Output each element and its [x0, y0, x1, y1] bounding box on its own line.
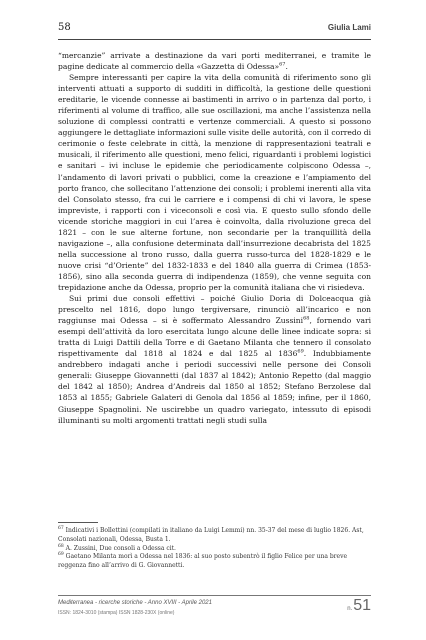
footnote-text: Indicativi i Bollettini (compilati in italiano da Luigi Lemmi) nn. 35-37 del mese di luglio 1826. Ast, Consolati nazionali, Odessa, Busta 1. [58, 527, 364, 543]
footnote-text: Gaetano Milanta morì a Odessa nel 1836: al suo posto subentrò il figlio Felice per una breve reggenza fino all’arrivo di G. Giovannetti. [58, 553, 348, 570]
footnote-number: 67 [58, 526, 64, 531]
running-head [58, 22, 371, 40]
paragraph-2-text: Sempre interessanti per capire la vita della comunità di riferimento sono gli interventi attuati a supporto di sudditi in difficoltà, la gestione delle questioni ereditarie, le vicende connesse ai bastimenti in arrivo o in partenza dal porto, i riferimenti al volume di traffico, alle sue oscillazioni, ma anche l’assistenza nella soluzione di complessi contratti e vertenze commerciali. A questo si possono aggiungere le dettagliate informazioni sulle visite delle autorità, con il corredo di cerimonie o feste celebrate in città, la menzione di rappresentazioni teatrali e musicali, il riferimento alle questioni, meno felici, riguardanti i problemi logistici e sanitari – ivi incluse le epidemie che periodicamente colpiscono Odessa –, l’andamento di lavori privati o pubblici, come la creazione e l’ampiamento del porto franco, che sollecitano l’attenzione dei consoli; i problemi inerenti alla vita del Consolato stesso, fra cui le carriere e i compensi di chi vi lavora, le spese impreviste, i rapporti con i viceconsoli e così via. E questo sullo sfondo delle vicende storiche maggiori in cui l’area è coinvolta, dalla rivoluzione greca del 1821 – con le sue alterne fortune, non secondarie per la tranquillità della navigazione –, alla confusione determinata dall’insurrezione decabrista del 1825 nella successione al trono russo, dalla guerra russo-turca del 1828-1829 e le nuove crisi “d’Oriente” del 1832-1833 e del 1840 alla guerra di Crimea (1853-1856), sino alla seconda guerra di indipendenza (1859), che venne seguita con trepidazione anche da Odessa, proprio per la comunità italiana che vi risiedeva. [58, 73, 371, 292]
running-author: Giulia Lami [327, 23, 371, 32]
footnote-text: A. Zussini, Due consoli a Odessa cit. [65, 544, 176, 552]
footnote-ref-69[interactable]: 69 [297, 348, 304, 355]
footnote-69 [58, 553, 371, 571]
journal-title: Mediterranea - ricerche storiche - Anno XVIII - Aprile 2021 [58, 600, 212, 606]
footnote-ref-67[interactable]: 67 [279, 61, 286, 68]
paragraph-3-text: Sui primi due consoli effettivi – poiché Giulio Doria di Dolceacqua già prescelto nel 1816, dopo lungo tergiversare, rinunciò all’incarico e non raggiunse mai Odessa – si è soffermato Alessandro Zussini [58, 294, 371, 326]
main-text [58, 50, 371, 426]
paragraph-3-middle: , fornendo vari esempi dell’attività da loro esercitata lungo alcune delle linee indicate sopra: si tratta di Luigi Dattili della Torre e di Gaetano Milanta che tennero il consolato rispettivamente dal 1818 al 1824 e dal 1825 al 1836 [58, 316, 371, 359]
paragraph-3-tail: . Indubbiamente andrebbero indagati anche i periodi successivi nelle persone dei Consoli generali: Giuseppe Giovannetti (dal 1837 al 1842); Antonio Repetto (dal maggio del 1842 al 1850); Andrea d’Andreis dal 1850 al 1852; Stefano Berzolese dal 1853 al 1855; Gabriele Galateri di Genola dal 1856 al 1859; infine, per il 1860, Giuseppe Spagnolini. Ne uscirebbe un quadro variegato, intessuto di episodi illuminanti su molti argomenti trattati negli studi sulla [58, 349, 371, 425]
paragraph-2 [58, 72, 371, 293]
footnote-ref-68[interactable]: 68 [303, 315, 310, 322]
paragraph-1-tail: . [285, 62, 288, 72]
footer-divider [58, 595, 371, 596]
issue-prefix: n. [347, 606, 353, 612]
issn: ISSN: 1824-3010 (stampa) ISSN 1828-230X (online) [58, 610, 175, 616]
footnote-divider [58, 522, 98, 523]
paragraph-1 [58, 50, 371, 72]
footnote-number: 69 [58, 552, 64, 558]
paragraph-3 [58, 293, 371, 426]
footnote-number: 68 [58, 543, 64, 549]
issue-number-value: 51 [353, 597, 371, 614]
issue-number [347, 597, 371, 615]
paragraph-1-text: “mercanzie” arrivate a destinazione da vari porti mediterranei, e tramite le pagine dedicate al commercio della «Gazzetta di Odessa» [58, 51, 371, 72]
footnote-67 [58, 527, 371, 545]
page-number: 58 [58, 22, 71, 33]
footnotes [58, 527, 371, 571]
